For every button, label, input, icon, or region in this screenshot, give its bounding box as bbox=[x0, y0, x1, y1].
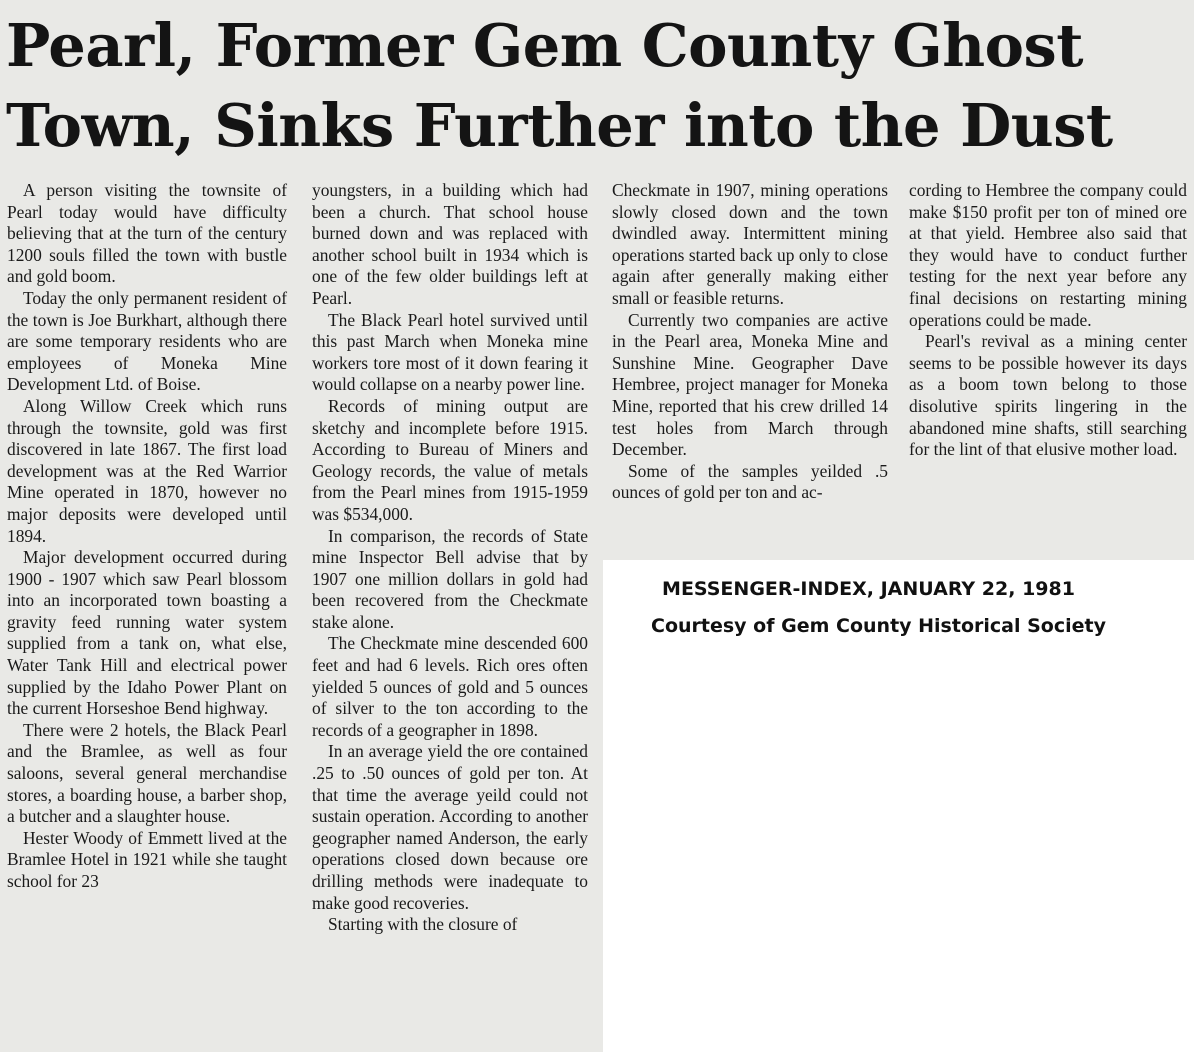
paragraph: Currently two companies are active in the Pearl area, Moneka Mine and Sunshine Mine. Geographer Dave Hembree, project manager for Moneka Mine, reported that his crew drilled 14 test holes from March through December. bbox=[612, 309, 888, 460]
paragraph: The Checkmate mine descended 600 feet and had 6 levels. Rich ores often yielded 5 ounces of gold and 5 ounces of silver to the ton according to the records of a geographer in 1898. bbox=[312, 633, 588, 740]
headline-line-1: Pearl, Former Gem County Ghost bbox=[6, 11, 1083, 80]
credit-caption: Courtesy of Gem County Historical Society bbox=[651, 615, 1106, 637]
paragraph: Checkmate in 1907, mining operations slowly closed down and the town dwindled away. Intermittent mining operations started back up only to close again after generally making either small or feasible returns. bbox=[612, 180, 888, 308]
paragraph: Today the only permanent resident of the town is Joe Burkhart, although there are some temporary residents who are employees of Moneka Mine Development Ltd. of Boise. bbox=[7, 287, 287, 395]
article-column-3 bbox=[612, 180, 888, 504]
article-column-4 bbox=[909, 180, 1187, 461]
paragraph: In comparison, the records of State mine Inspector Bell advise that by 1907 one million dollars in gold had been recovered from the Checkmate stake alone. bbox=[312, 525, 588, 632]
paragraph: cording to Hembree the company could make $150 profit per ton of mined ore at that yield. Hembree also said that they would have to conduct further testing for the next year before any final decisions on restarting mining operations could be made. bbox=[909, 180, 1187, 330]
source-caption: MESSENGER-INDEX, JANUARY 22, 1981 bbox=[662, 578, 1075, 600]
paragraph: youngsters, in a building which had been a church. That school house burned down and was replaced with another school built in 1934 which is one of the few older buildings left at Pearl. bbox=[312, 180, 588, 308]
paragraph: Pearl's revival as a mining center seems to be possible however its days as a boom town belong to those disolutive spirits lingering in the abandoned mine shafts, still searching for the lint of that elusive mother load. bbox=[909, 331, 1187, 460]
paragraph: Hester Woody of Emmett lived at the Bramlee Hotel in 1921 while she taught school for 23 bbox=[7, 827, 287, 891]
article-column-2 bbox=[312, 180, 588, 936]
paragraph: Records of mining output are sketchy and incomplete before 1915. According to Bureau of Miners and Geology records, the value of metals from the Pearl mines from 1915-1959 was $534,000. bbox=[312, 395, 588, 524]
paragraph: Major development occurred during 1900 - 1907 which saw Pearl blossom into an incorporated town boasting a gravity feed running water system supplied from a tank on, what else, Water Tank Hill and electrical power supplied by the Idaho Power Plant on the current Horseshoe Bend highway. bbox=[7, 547, 287, 719]
paragraph: The Black Pearl hotel survived until this past March when Moneka mine workers tore most of it down fearing it would collapse on a nearby power line. bbox=[312, 309, 588, 395]
article-column-1 bbox=[7, 180, 287, 893]
paragraph: There were 2 hotels, the Black Pearl and the Bramlee, as well as four saloons, several general merchandise stores, a boarding house, a barber shop, a butcher and a slaughter house. bbox=[7, 719, 287, 827]
paragraph: Along Willow Creek which runs through the townsite, gold was first discovered in late 1867. The first load development was at the Red Warrior Mine operated in 1870, however no major deposits were developed until 1894. bbox=[7, 395, 287, 546]
paragraph: A person visiting the townsite of Pearl today would have difficulty believing that at the turn of the century 1200 souls filled the town with bustle and gold boom. bbox=[7, 180, 287, 287]
headline-line-2: Town, Sinks Further into the Dust bbox=[6, 91, 1113, 160]
paragraph: Some of the samples yeilded .5 ounces of gold per ton and ac- bbox=[612, 460, 888, 503]
paragraph: In an average yield the ore contained .25 to .50 ounces of gold per ton. At that time the average yeild could not sustain operation. According to another geographer named Anderson, the early operations closed down because ore drilling methods were inadequate to make good recoveries. bbox=[312, 741, 588, 913]
headline bbox=[6, 6, 1186, 166]
paragraph: Starting with the closure of bbox=[328, 914, 518, 935]
